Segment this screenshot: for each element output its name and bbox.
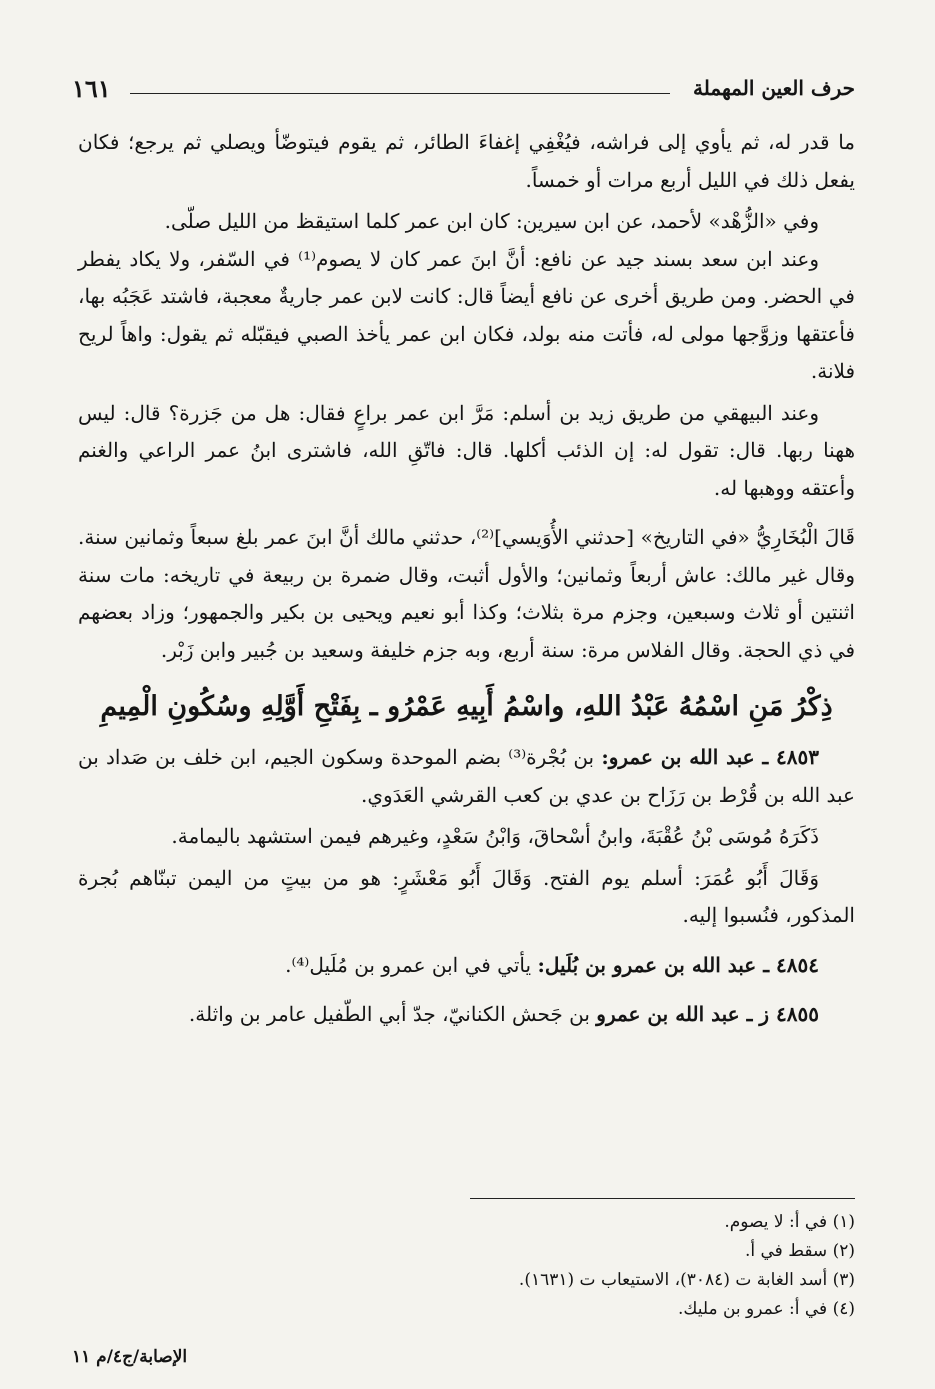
entry-4855: [78, 996, 855, 1034]
footnotes: [78, 1208, 855, 1324]
entry-paragraph: وَقَالَ أَبُو عُمَرَ: أسلم يوم الفتح. وَقَالَ أَبُو مَعْشَرٍ: هو من بيتٍ من اليمن تبنّاهم بُجرة المذكور، فنُسبوا إليه.: [78, 865, 855, 927]
footnote-rule: [470, 1198, 855, 1199]
entry-heading: ٤٨٥٥ ز ـ عبد الله بن عمرو: [596, 1002, 819, 1026]
entry-4853: [78, 739, 855, 814]
chapter-title: حرف العين المهملة: [693, 76, 855, 100]
page-header: [72, 74, 855, 108]
entry-text: يأتي في ابن عمرو بن مُلَيل⁽⁴⁾.: [285, 952, 532, 977]
paragraph: وعند البيهقي من طريق زيد بن أسلم: مَرَّ ابن عمر براعٍ فقال: هل من جَزرة؟ قال: ليس ههنا ربها. قال: تقول له: إن الذئب أكلها. قال: فاتّقِ الله، فاشترى ابنُ عمر الراعي والغنم وأعتقه ووهبها له.: [78, 400, 855, 500]
entry-text: بن جَحش الكنانيّ، جدّ أبي الطّفيل عامر بن واثلة.: [188, 1002, 590, 1026]
entry-heading: ٤٨٥٣ ـ عبد الله بن عمرو:: [601, 745, 819, 769]
footnote: (١) في أ: لا يصوم.: [724, 1212, 855, 1232]
paragraph: وفي «الزُّهْد» لأحمد، عن ابن سيرين: كان ابن عمر كلما استيقظ من الليل صلّى.: [164, 209, 819, 233]
entry-4854: [78, 947, 855, 985]
paragraph: قَالَ الْبُخَارِيُّ «في التاريخ» [حدثني الأُوَيسي]⁽²⁾، حدثني مالك أنَّ ابنَ عمر بلغ سبعاً وثمانين سنة. وقال غير مالك: عاش أربعاً وثمانين؛ والأول أثبت، وقال ضمرة بن ربيعة في تاريخه: مات سنة اثنتين أو ثلاث وسبعين، وجزم مرة بثلاث؛ وكذا أبو نعيم ويحيى بن بكير والجمهور؛ وزاد بعضهم في ذي الحجة. وقال الفلاس مرة: سنة أربع، وبه جزم خليفة وسعيد بن جُبير وابن زَبْر.: [78, 525, 855, 662]
page-number: ١٦١: [72, 74, 111, 103]
book-signature: الإصابة/ج٤/م ١١: [72, 1347, 188, 1367]
paragraph: وعند ابن سعد بسند جيد عن نافع: أنَّ ابنَ عمر كان لا يصوم⁽¹⁾ في السّفر، ولا يكاد يفطر في الحضر. ومن طريق أخرى عن نافع أيضاً قال: كانت لابن عمر جاريةٌ معجبة، فاشتد عَجَبُه بها، فأعتقها وزوَّجها مولى له، فأتت منه بولد، فكان ابن عمر يأخذ الصبي فيقبّله ثم يقول: واهاً لريح فلانة.: [78, 246, 855, 383]
section-title: ذِكْرُ مَنِ اسْمُهُ عَبْدُ اللهِ، واسْمُ أَبِيهِ عَمْرُو ـ بِفَتْحِ أَوَّلِهِ وسُكُونِ الْمِيمِ: [100, 691, 833, 722]
entry-text: بن بُجْرة⁽³⁾ بضم الموحدة وسكون الجيم، ابن خلف بن صَداد بن عبد الله بن قُرْط بن رَزَاح بن عدي بن كعب القرشي العَدَوي.: [78, 745, 855, 807]
header-rule: [130, 93, 670, 94]
footnote: (٤) في أ: عمرو بن مليك.: [677, 1299, 855, 1319]
footnote: (٢) سقط في أ.: [744, 1241, 855, 1261]
footnote: (٣) أسد الغابة ت (٣٠٨٤)، الاستيعاب ت (١٦٣١).: [518, 1270, 855, 1290]
main-text: [78, 124, 855, 1034]
entry-paragraph: ذَكَرَهُ مُوسَى بْنُ عُقْبَةَ، وابنُ أسْحاقَ، وَابْنُ سَعْدٍ، وغيرهم فيمن استشهد باليمامة.: [171, 824, 819, 848]
paragraph: ما قدر له، ثم يأوي إلى فراشه، فيُغْفِي إغفاءَ الطائر، ثم يقوم فيتوضّأ ويصلي ثم يرجع؛ فكان يفعل ذلك في الليل أربع مرات أو خمساً.: [78, 130, 855, 192]
entry-heading: ٤٨٥٤ ـ عبد الله بن عمرو بن بُلَيل:: [537, 952, 819, 977]
